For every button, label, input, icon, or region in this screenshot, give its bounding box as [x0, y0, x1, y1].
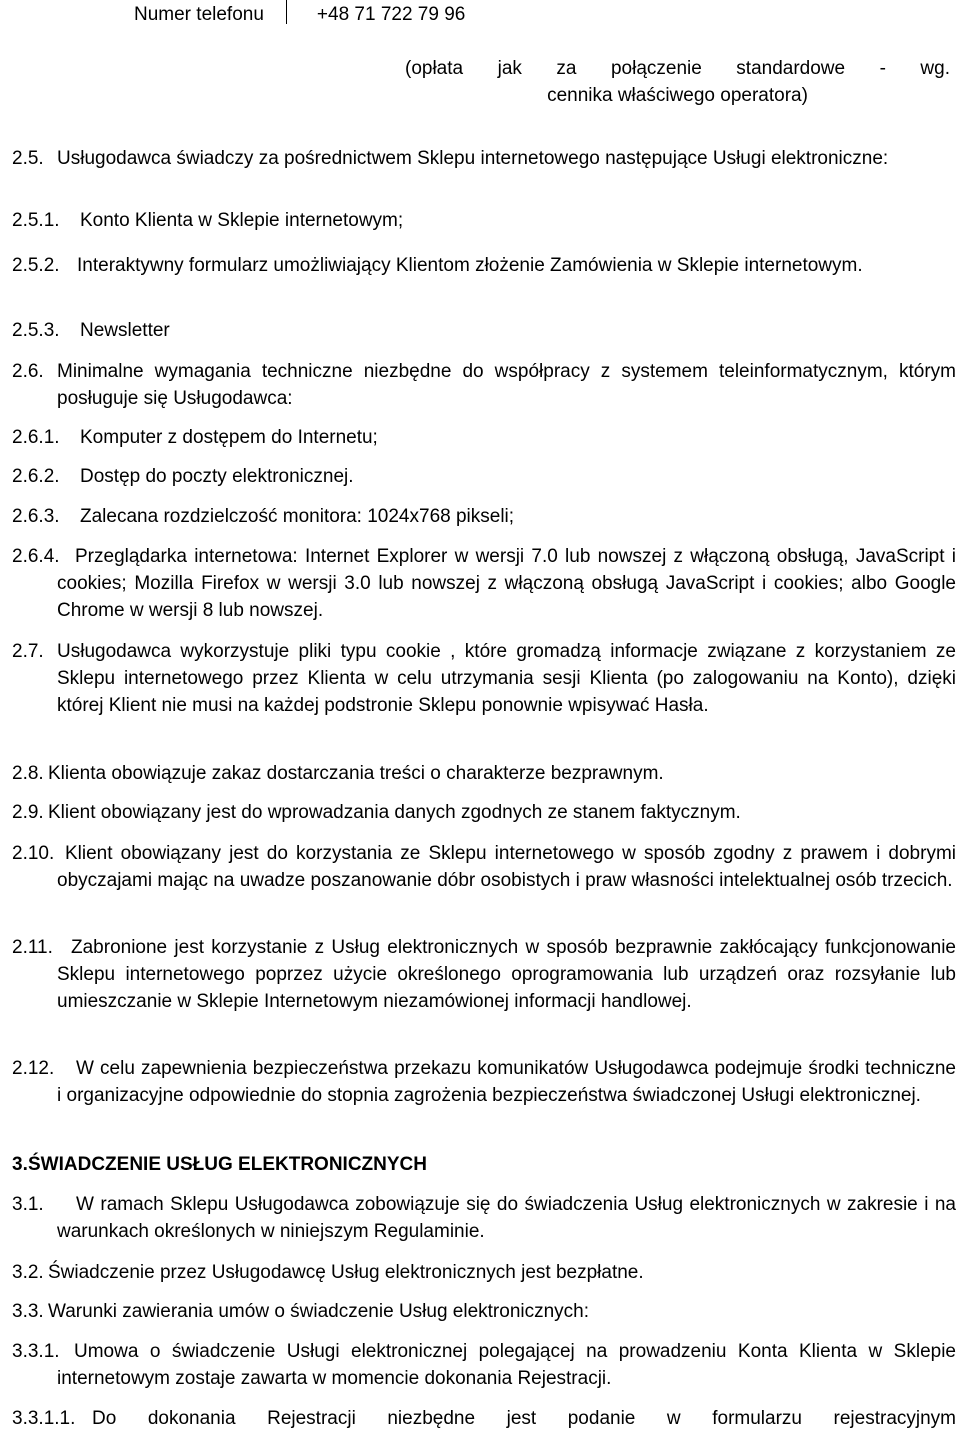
item-text: Umowa o świadczenie Usługi elektronicznej polegającej na prowadzeniu Konta Klienta w Sklepie internetowym zostaje zawarta w momencie dokonania Rejestracji.	[57, 1341, 956, 1389]
fee-note-line-2: cennika właściwego operatora)	[547, 85, 808, 106]
item-2-12	[12, 1055, 956, 1109]
item-text: Newsletter	[80, 320, 170, 341]
item-text: Komputer z dostępem do Internetu;	[80, 427, 378, 448]
item-2-5-3	[12, 317, 956, 344]
item-3-1	[12, 1191, 956, 1245]
item-2-6-4	[12, 543, 956, 624]
phone-row	[0, 0, 960, 27]
item-text: Klienta obowiązuje zakaz dostarczania treści o charakterze bezprawnym.	[48, 763, 664, 784]
item-text: Zalecana rozdzielczość monitora: 1024x768 pikseli;	[80, 506, 515, 527]
item-number: 2.6.3.	[12, 506, 60, 527]
item-2-6-2	[12, 463, 956, 490]
item-text: Zabronione jest korzystanie z Usług elektronicznych w sposób bezprawnie zakłócający funkcjonowanie Sklepu internetowego poprzez użycie określonego oprogramowania lub urządzeń oraz rozsyłanie lub umieszczanie w Sklepie Internetowym niezamówionej informacji handlowej.	[57, 937, 956, 1012]
item-number: 2.5.3.	[12, 320, 60, 341]
item-text: W celu zapewnienia bezpieczeństwa przekazu komunikatów Usługodawca podejmuje środki techniczne i organizacyjne odpowiednie do stopnia zagrożenia bezpieczeństwa świadczonej Usługi elektronicznej.	[57, 1058, 956, 1106]
item-text: Usługodawca wykorzystuje pliki typu cookie , które gromadzą informacje związane z korzystaniem ze Sklepu internetowego przez Klienta w celu utrzymania sesji Klienta (po zalogowaniu na Konto), dzięki której Klient nie musi na każdej podstronie Sklepu ponownie wpisywać Hasła.	[57, 641, 956, 716]
section-3-heading	[12, 1151, 956, 1178]
item-2-6	[12, 358, 956, 412]
item-text: Usługodawca świadczy za pośrednictwem Sklepu internetowego następujące Usługi elektroniczne:	[57, 148, 889, 169]
phone-number: +48 71 722 79 96	[316, 4, 466, 25]
item-number: 2.5.	[12, 148, 44, 169]
item-2-6-1	[12, 424, 956, 451]
item-text: W ramach Sklepu Usługodawca zobowiązuje się do świadczenia Usług elektronicznych w zakresie i na warunkach określonych w niniejszym Regulaminie.	[57, 1194, 956, 1242]
item-2-11	[12, 934, 956, 1015]
item-2-8	[12, 760, 956, 787]
item-number: 2.7.	[12, 641, 44, 662]
item-2-10	[12, 840, 956, 894]
item-text: Minimalne wymagania techniczne niezbędne do współpracy z systemem teleinformatycznym, którym posługuje się Usługodawca:	[57, 361, 956, 409]
item-text: Klient obowiązany jest do korzystania ze Sklepu internetowego w sposób zgodny z prawem i dobrymi obyczajami mając na uwadze poszanowanie dóbr osobistych i praw własności intelektualnej osób trzecich.	[57, 843, 956, 891]
item-text: Klient obowiązany jest do wprowadzania danych zgodnych ze stanem faktycznym.	[48, 802, 741, 823]
item-number: 2.11.	[12, 937, 53, 958]
item-text: Konto Klienta w Sklepie internetowym;	[80, 210, 404, 231]
item-number: 2.6.1.	[12, 427, 60, 448]
item-3-3	[12, 1298, 956, 1325]
item-number: 3.2.	[12, 1262, 44, 1283]
item-number: 2.10.	[12, 843, 55, 864]
item-2-9	[12, 799, 956, 826]
item-text: Interaktywny formularz umożliwiający Klientom złożenie Zamówienia w Sklepie internetowym.	[77, 255, 863, 276]
item-text: Świadczenie przez Usługodawcę Usług elektronicznych jest bezpłatne.	[48, 1262, 644, 1283]
item-2-7	[12, 638, 956, 719]
item-text: Dostęp do poczty elektronicznej.	[80, 466, 354, 487]
item-number: 3.1.	[12, 1194, 44, 1215]
item-3-2	[12, 1259, 956, 1286]
item-text: Do dokonania Rejestracji niezbędne jest podanie w formularzu rejestracyjnym	[92, 1408, 956, 1429]
item-number: 2.6.	[12, 361, 44, 382]
item-3-3-1	[12, 1338, 956, 1392]
fee-note	[405, 55, 950, 109]
item-number: 2.8.	[12, 763, 44, 784]
phone-label: Numer telefonu	[134, 4, 264, 25]
item-text: Warunki zawierania umów o świadczenie Usług elektronicznych:	[48, 1301, 590, 1322]
item-number: 2.5.1.	[12, 210, 60, 231]
item-number: 2.6.2.	[12, 466, 60, 487]
item-2-5-1	[12, 207, 956, 234]
item-2-6-3	[12, 503, 956, 530]
fee-note-line-1: (opłata jak za połączenie standardowe - wg.	[405, 58, 950, 79]
item-3-3-1-1	[12, 1405, 956, 1432]
item-2-5	[12, 145, 956, 172]
item-number: 3.3.	[12, 1301, 44, 1322]
item-2-5-2	[12, 252, 956, 279]
item-text: Przeglądarka internetowa: Internet Explorer w wersji 7.0 lub nowszej z włączoną obsługą, JavaScript i cookies; Mozilla Firefox w wersji 3.0 lub nowszej z włączoną obsługą JavaScript i cookies; albo Google Chrome w wersji 8 lub nowszej.	[57, 546, 956, 621]
item-number: 2.6.4.	[12, 546, 60, 567]
phone-separator	[286, 0, 287, 24]
section-title: ŚWIADCZENIE USŁUG ELEKTRONICZNYCH	[28, 1154, 427, 1175]
item-number: 2.5.2.	[12, 255, 60, 276]
item-number: 3.3.1.	[12, 1341, 60, 1362]
item-number: 2.12.	[12, 1058, 55, 1079]
item-number: 3.3.1.1.	[12, 1408, 76, 1429]
item-number: 2.9.	[12, 802, 44, 823]
item-number: 3.	[12, 1154, 28, 1175]
